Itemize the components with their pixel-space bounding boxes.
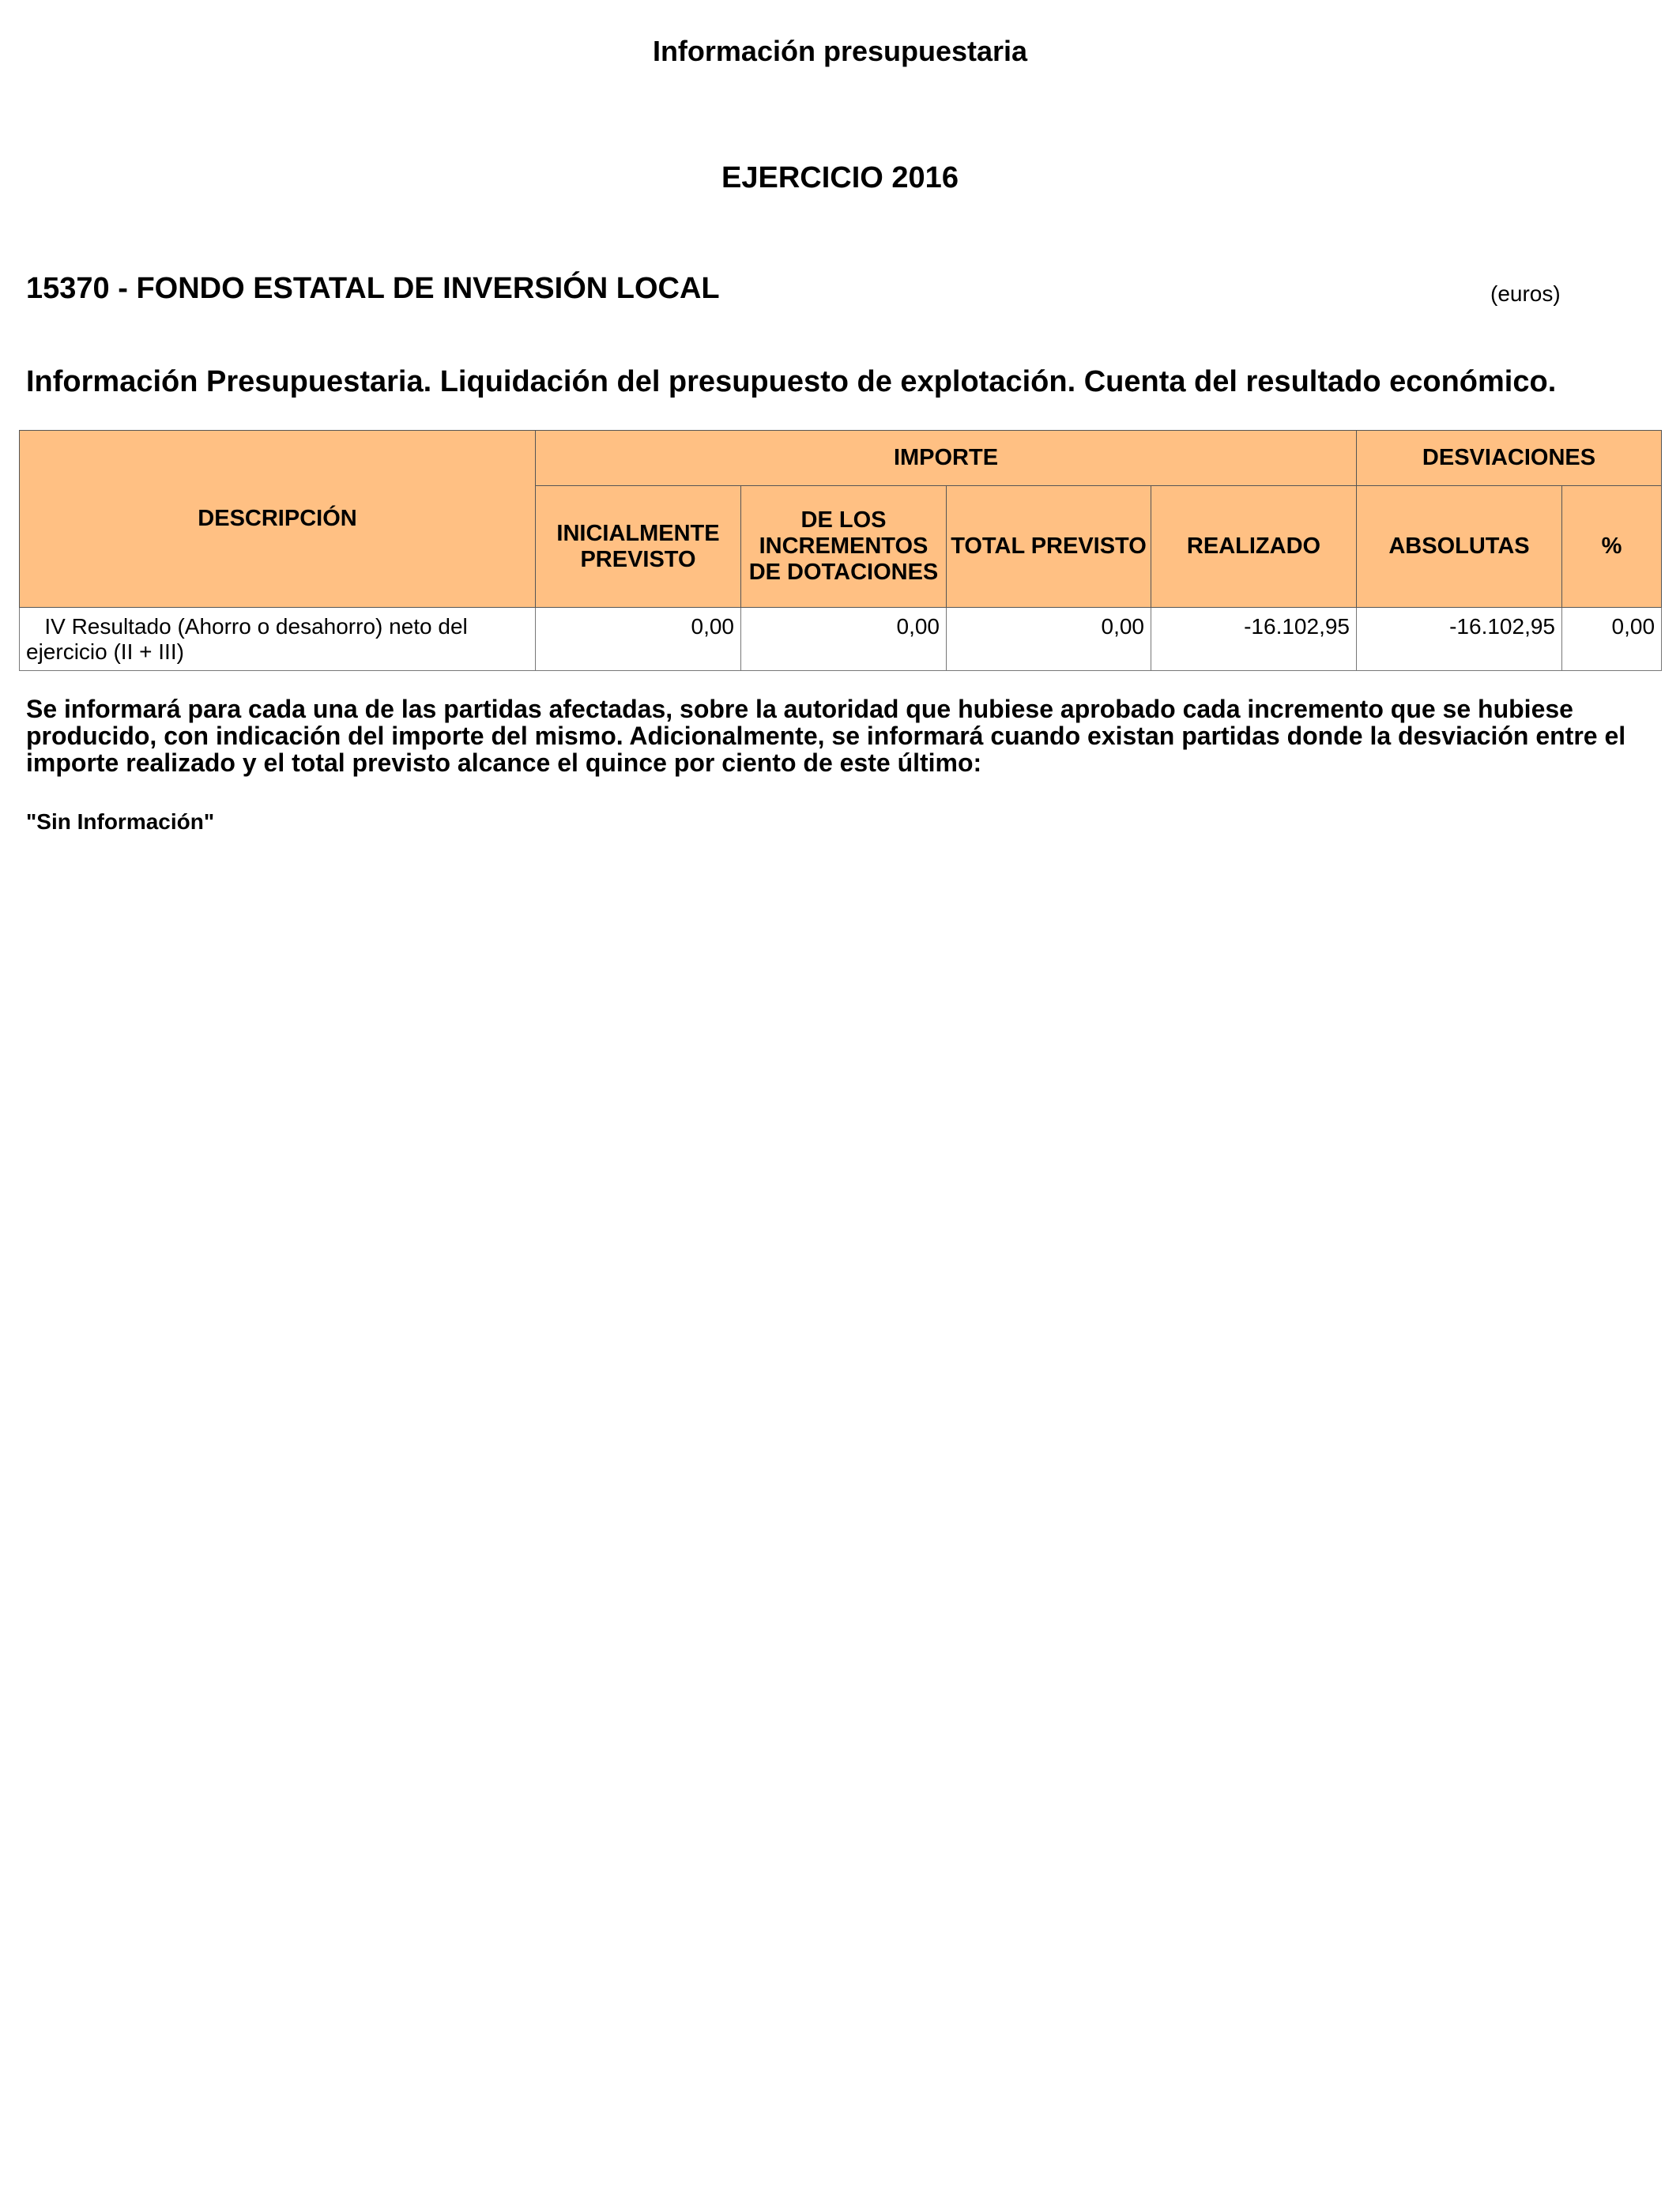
- budget-table: [19, 430, 1662, 671]
- exercise-title: EJERCICIO 2016: [721, 161, 959, 194]
- page-title: Información presupuestaria: [652, 35, 1028, 67]
- table-body: [20, 608, 1662, 671]
- table-row: [20, 608, 1662, 671]
- header-porcentaje: %: [1562, 486, 1662, 608]
- entity-title: 15370 - FONDO ESTATAL DE INVERSIÓN LOCAL: [26, 272, 720, 305]
- cell-descripcion: IV Resultado (Ahorro o desahorro) neto del ejercicio (II + III): [20, 608, 536, 671]
- header-absolutas: ABSOLUTAS: [1357, 486, 1562, 608]
- cell-total-previsto: 0,00: [947, 608, 1151, 671]
- cell-absolutas: -16.102,95: [1357, 608, 1562, 671]
- header-descripcion: DESCRIPCIÓN: [20, 431, 536, 608]
- section-title: Información Presupuestaria. Liquidación del presupuesto de explotación. Cuenta del resultado económico.: [26, 365, 1557, 398]
- table-header: [20, 431, 1662, 608]
- header-importe: IMPORTE: [536, 431, 1357, 486]
- note-text: Se informará para cada una de las partidas afectadas, sobre la autoridad que hubiese aprobado cada incremento que se hubiese producido, con indicación del importe del mismo. Adicionalmente, se informará cuando existan partidas donde la desviación entre el importe realizado y el total previsto alcance el quince por ciento de este último:: [26, 695, 1626, 777]
- cell-incrementos-dotaciones: 0,00: [741, 608, 947, 671]
- cell-porcentaje: 0,00: [1562, 608, 1662, 671]
- header-desviaciones: DESVIACIONES: [1357, 431, 1662, 486]
- header-realizado: REALIZADO: [1151, 486, 1357, 608]
- header-inicialmente-previsto: INICIALMENTE PREVISTO: [536, 486, 741, 608]
- cell-realizado: -16.102,95: [1151, 608, 1357, 671]
- currency-label: (euros): [1490, 281, 1561, 306]
- header-incrementos-dotaciones: DE LOS INCREMENTOS DE DOTACIONES: [741, 486, 947, 608]
- header-row-group: [20, 431, 1662, 486]
- cell-inicialmente-previsto: 0,00: [536, 608, 741, 671]
- no-info-text: "Sin Información": [26, 809, 215, 834]
- header-total-previsto: TOTAL PREVISTO: [947, 486, 1151, 608]
